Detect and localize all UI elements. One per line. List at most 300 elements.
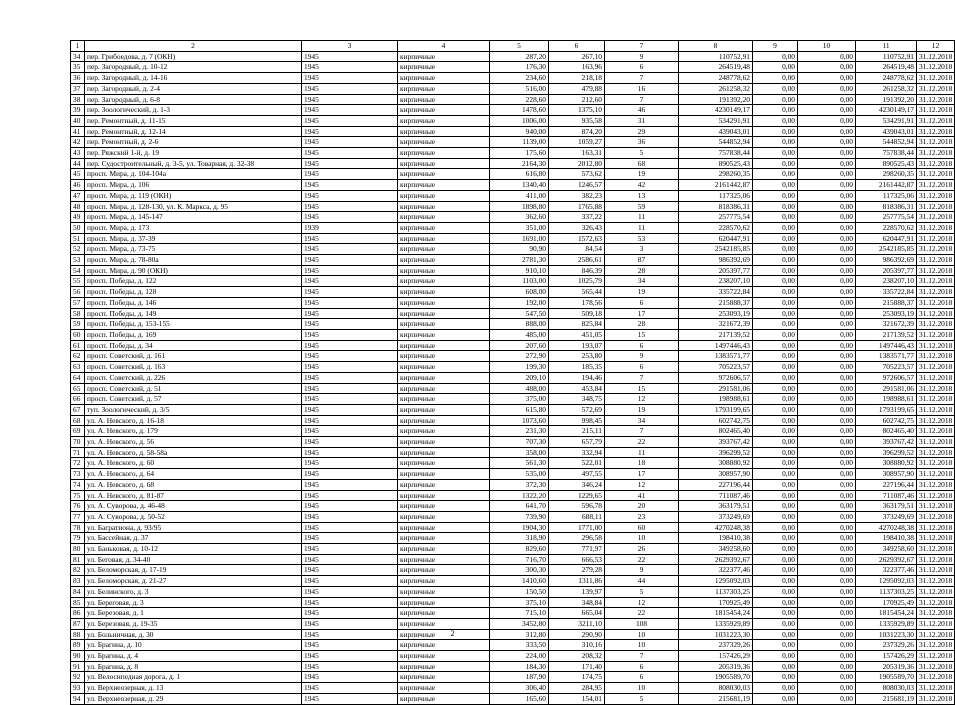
- total-area: 910,10: [490, 265, 549, 276]
- row-number: 68: [71, 415, 85, 426]
- residents-count: 19: [605, 169, 679, 180]
- date: 31.12.2018: [917, 201, 955, 212]
- value-col-9: 0,00: [753, 94, 798, 105]
- table-row: [71, 73, 955, 84]
- year-built: 1945: [302, 51, 398, 62]
- date: 31.12.2018: [917, 351, 955, 362]
- date: 31.12.2018: [917, 255, 955, 266]
- table-row: [71, 394, 955, 405]
- wall-material: кирпичные: [398, 190, 490, 201]
- residents-count: 16: [605, 83, 679, 94]
- date: 31.12.2018: [917, 394, 955, 405]
- value-col-9: 0,00: [753, 190, 798, 201]
- year-built: 1945: [302, 158, 398, 169]
- residents-count: 7: [605, 94, 679, 105]
- date: 31.12.2018: [917, 458, 955, 469]
- value-col-10: 0,00: [798, 479, 856, 490]
- year-built: 1945: [302, 265, 398, 276]
- residents-count: 29: [605, 126, 679, 137]
- year-built: 1945: [302, 233, 398, 244]
- total-value: 1497446,43: [856, 340, 917, 351]
- total-area: 1073,60: [490, 415, 549, 426]
- residents-count: 7: [605, 426, 679, 437]
- value-col-9: 0,00: [753, 126, 798, 137]
- year-built: 1945: [302, 62, 398, 73]
- row-number: 91: [71, 661, 85, 672]
- row-number: 65: [71, 383, 85, 394]
- address: пер. Ремонтный, д. 11-15: [85, 115, 302, 126]
- total-value: 1295092,03: [856, 576, 917, 587]
- table-row: [71, 661, 955, 672]
- cost-value: 264519,48: [679, 62, 753, 73]
- value-col-10: 0,00: [798, 469, 856, 480]
- date: 31.12.2018: [917, 447, 955, 458]
- address: ул. Белинского, д. 3: [85, 586, 302, 597]
- column-number: 11: [856, 41, 917, 52]
- address: ул. Велосипедная дорога, д. 1: [85, 672, 302, 683]
- year-built: 1945: [302, 608, 398, 619]
- address: просп. Советский, д. 51: [85, 383, 302, 394]
- residents-count: 5: [605, 586, 679, 597]
- year-built: 1945: [302, 276, 398, 287]
- cost-value: 248778,62: [679, 73, 753, 84]
- total-area: 176,30: [490, 62, 549, 73]
- row-number: 61: [71, 340, 85, 351]
- register-table: [70, 40, 955, 705]
- value-col-9: 0,00: [753, 148, 798, 159]
- value-col-9: 0,00: [753, 287, 798, 298]
- living-area: 208,32: [549, 651, 605, 662]
- date: 31.12.2018: [917, 501, 955, 512]
- table-row: [71, 329, 955, 340]
- value-col-10: 0,00: [798, 693, 856, 704]
- cost-value: 215681,19: [679, 693, 753, 704]
- residents-count: 17: [605, 308, 679, 319]
- table-row: [71, 94, 955, 105]
- wall-material: кирпичные: [398, 115, 490, 126]
- row-number: 85: [71, 597, 85, 608]
- value-col-9: 0,00: [753, 351, 798, 362]
- residents-count: 10: [605, 683, 679, 694]
- address: пер. Загородный, д. 14-16: [85, 73, 302, 84]
- living-area: 874,20: [549, 126, 605, 137]
- residents-count: 6: [605, 672, 679, 683]
- wall-material: кирпичные: [398, 362, 490, 373]
- date: 31.12.2018: [917, 415, 955, 426]
- year-built: 1945: [302, 447, 398, 458]
- total-value: 802465,40: [856, 426, 917, 437]
- date: 31.12.2018: [917, 73, 955, 84]
- wall-material: кирпичные: [398, 158, 490, 169]
- year-built: 1945: [302, 73, 398, 84]
- total-value: 253093,19: [856, 308, 917, 319]
- residents-count: 44: [605, 576, 679, 587]
- cost-value: 393767,42: [679, 437, 753, 448]
- value-col-9: 0,00: [753, 83, 798, 94]
- total-value: 818386,31: [856, 201, 917, 212]
- year-built: 1945: [302, 362, 398, 373]
- value-col-10: 0,00: [798, 73, 856, 84]
- living-area: 163,31: [549, 148, 605, 159]
- residents-count: 7: [605, 372, 679, 383]
- total-value: 4270248,38: [856, 522, 917, 533]
- living-area: 1229,65: [549, 490, 605, 501]
- total-value: 261258,32: [856, 83, 917, 94]
- year-built: 1945: [302, 479, 398, 490]
- value-col-9: 0,00: [753, 115, 798, 126]
- value-col-9: 0,00: [753, 640, 798, 651]
- value-col-10: 0,00: [798, 576, 856, 587]
- cost-value: 808030,03: [679, 683, 753, 694]
- row-number: 69: [71, 426, 85, 437]
- cost-value: 205397,77: [679, 265, 753, 276]
- value-col-9: 0,00: [753, 169, 798, 180]
- cost-value: 396299,52: [679, 447, 753, 458]
- wall-material: кирпичные: [398, 383, 490, 394]
- year-built: 1945: [302, 683, 398, 694]
- year-built: 1945: [302, 629, 398, 640]
- total-area: 228,60: [490, 94, 549, 105]
- year-built: 1945: [302, 190, 398, 201]
- value-col-9: 0,00: [753, 661, 798, 672]
- table-row: [71, 62, 955, 73]
- row-number: 46: [71, 180, 85, 191]
- value-col-9: 0,00: [753, 629, 798, 640]
- residents-count: 20: [605, 501, 679, 512]
- living-area: 3211,10: [549, 618, 605, 629]
- living-area: 935,58: [549, 115, 605, 126]
- cost-value: 238207,10: [679, 276, 753, 287]
- total-area: 2164,30: [490, 158, 549, 169]
- value-col-10: 0,00: [798, 222, 856, 233]
- row-number: 66: [71, 394, 85, 405]
- total-area: 184,30: [490, 661, 549, 672]
- value-col-10: 0,00: [798, 265, 856, 276]
- date: 31.12.2018: [917, 233, 955, 244]
- row-number: 77: [71, 511, 85, 522]
- value-col-10: 0,00: [798, 351, 856, 362]
- residents-count: 5: [605, 148, 679, 159]
- table-row: [71, 651, 955, 662]
- value-col-9: 0,00: [753, 372, 798, 383]
- total-area: 187,90: [490, 672, 549, 683]
- table-row: [71, 201, 955, 212]
- value-col-9: 0,00: [753, 222, 798, 233]
- total-value: 170925,49: [856, 597, 917, 608]
- total-value: 198410,38: [856, 533, 917, 544]
- date: 31.12.2018: [917, 511, 955, 522]
- date: 31.12.2018: [917, 554, 955, 565]
- wall-material: кирпичные: [398, 137, 490, 148]
- wall-material: кирпичные: [398, 490, 490, 501]
- total-value: 322377,46: [856, 565, 917, 576]
- table-row: [71, 586, 955, 597]
- address: просп. Победы, д. 34: [85, 340, 302, 351]
- table-row: [71, 276, 955, 287]
- row-number: 48: [71, 201, 85, 212]
- wall-material: кирпичные: [398, 329, 490, 340]
- wall-material: кирпичные: [398, 404, 490, 415]
- address: ул. Беговая, д. 34-40: [85, 554, 302, 565]
- row-number: 35: [71, 62, 85, 73]
- year-built: 1945: [302, 437, 398, 448]
- date: 31.12.2018: [917, 158, 955, 169]
- address: ул. Верхнеозерная, д. 29: [85, 693, 302, 704]
- table-row: [71, 490, 955, 501]
- residents-count: 42: [605, 180, 679, 191]
- total-value: 439043,01: [856, 126, 917, 137]
- row-number: 60: [71, 329, 85, 340]
- table-row: [71, 404, 955, 415]
- total-value: 1137303,25: [856, 586, 917, 597]
- living-area: 174,75: [549, 672, 605, 683]
- column-number: 6: [549, 41, 605, 52]
- value-col-9: 0,00: [753, 212, 798, 223]
- wall-material: кирпичные: [398, 672, 490, 683]
- date: 31.12.2018: [917, 522, 955, 533]
- total-value: 291581,06: [856, 383, 917, 394]
- wall-material: кирпичные: [398, 522, 490, 533]
- total-value: 321672,39: [856, 319, 917, 330]
- cost-value: 602742,75: [679, 415, 753, 426]
- living-area: 290,90: [549, 629, 605, 640]
- residents-count: 9: [605, 51, 679, 62]
- address: ул. Березовая, д. 1: [85, 608, 302, 619]
- cost-value: 1793199,65: [679, 404, 753, 415]
- cost-value: 4230149,17: [679, 105, 753, 116]
- table-row: [71, 426, 955, 437]
- total-area: 351,00: [490, 222, 549, 233]
- row-number: 51: [71, 233, 85, 244]
- residents-count: 5: [605, 693, 679, 704]
- total-value: 1383571,77: [856, 351, 917, 362]
- total-value: 205397,77: [856, 265, 917, 276]
- total-value: 705223,57: [856, 362, 917, 373]
- residents-count: 28: [605, 265, 679, 276]
- wall-material: кирпичные: [398, 244, 490, 255]
- cost-value: 4270248,38: [679, 522, 753, 533]
- residents-count: 19: [605, 287, 679, 298]
- year-built: 1945: [302, 115, 398, 126]
- total-value: 205319,36: [856, 661, 917, 672]
- date: 31.12.2018: [917, 608, 955, 619]
- value-col-10: 0,00: [798, 169, 856, 180]
- living-area: 825,84: [549, 319, 605, 330]
- total-area: 561,30: [490, 458, 549, 469]
- row-number: 53: [71, 255, 85, 266]
- row-number: 44: [71, 158, 85, 169]
- living-area: 657,79: [549, 437, 605, 448]
- cost-value: 620447,91: [679, 233, 753, 244]
- row-number: 59: [71, 319, 85, 330]
- value-col-10: 0,00: [798, 372, 856, 383]
- living-area: 666,53: [549, 554, 605, 565]
- row-number: 94: [71, 693, 85, 704]
- residents-count: 87: [605, 255, 679, 266]
- table-row: [71, 340, 955, 351]
- value-col-9: 0,00: [753, 319, 798, 330]
- value-col-10: 0,00: [798, 458, 856, 469]
- year-built: 1945: [302, 308, 398, 319]
- table-row: [71, 383, 955, 394]
- wall-material: кирпичные: [398, 629, 490, 640]
- value-col-10: 0,00: [798, 618, 856, 629]
- year-built: 1945: [302, 522, 398, 533]
- cost-value: 1137303,25: [679, 586, 753, 597]
- residents-count: 9: [605, 565, 679, 576]
- value-col-10: 0,00: [798, 126, 856, 137]
- value-col-9: 0,00: [753, 394, 798, 405]
- residents-count: 9: [605, 351, 679, 362]
- value-col-10: 0,00: [798, 447, 856, 458]
- year-built: 1945: [302, 533, 398, 544]
- row-number: 83: [71, 576, 85, 587]
- date: 31.12.2018: [917, 533, 955, 544]
- total-area: 375,00: [490, 394, 549, 405]
- total-area: 716,70: [490, 554, 549, 565]
- living-area: 451,05: [549, 329, 605, 340]
- living-area: 2012,80: [549, 158, 605, 169]
- date: 31.12.2018: [917, 244, 955, 255]
- residents-count: 17: [605, 469, 679, 480]
- table-row: [71, 287, 955, 298]
- row-number: 39: [71, 105, 85, 116]
- year-built: 1945: [302, 180, 398, 191]
- living-area: 215,11: [549, 426, 605, 437]
- table-row: [71, 372, 955, 383]
- value-col-10: 0,00: [798, 522, 856, 533]
- wall-material: кирпичные: [398, 437, 490, 448]
- residents-count: 34: [605, 415, 679, 426]
- address: просп. Победы, д. 153-155: [85, 319, 302, 330]
- value-col-10: 0,00: [798, 319, 856, 330]
- row-number: 90: [71, 651, 85, 662]
- table-row: [71, 597, 955, 608]
- year-built: 1945: [302, 94, 398, 105]
- value-col-10: 0,00: [798, 640, 856, 651]
- address: пер. Грибоедова, д. 7 (ОКН): [85, 51, 302, 62]
- value-col-10: 0,00: [798, 586, 856, 597]
- value-col-10: 0,00: [798, 148, 856, 159]
- value-col-9: 0,00: [753, 137, 798, 148]
- year-built: 1945: [302, 618, 398, 629]
- table-row: [71, 693, 955, 704]
- value-col-9: 0,00: [753, 437, 798, 448]
- living-area: 2586,61: [549, 255, 605, 266]
- living-area: 218,18: [549, 73, 605, 84]
- year-built: 1945: [302, 415, 398, 426]
- row-number: 42: [71, 137, 85, 148]
- date: 31.12.2018: [917, 618, 955, 629]
- row-number: 81: [71, 554, 85, 565]
- address: ул. Березовая, д. 19-35: [85, 618, 302, 629]
- address: ул. Брагина, д. 4: [85, 651, 302, 662]
- total-area: 641,70: [490, 501, 549, 512]
- total-area: 739,90: [490, 511, 549, 522]
- date: 31.12.2018: [917, 576, 955, 587]
- total-area: 1139,00: [490, 137, 549, 148]
- date: 31.12.2018: [917, 222, 955, 233]
- date: 31.12.2018: [917, 105, 955, 116]
- cost-value: 170925,49: [679, 597, 753, 608]
- residents-count: 22: [605, 437, 679, 448]
- row-number: 71: [71, 447, 85, 458]
- year-built: 1945: [302, 169, 398, 180]
- row-number: 40: [71, 115, 85, 126]
- address: ул. А. Невского, д. 56: [85, 437, 302, 448]
- row-number: 88: [71, 629, 85, 640]
- residents-count: 18: [605, 458, 679, 469]
- wall-material: кирпичные: [398, 212, 490, 223]
- living-area: 193,07: [549, 340, 605, 351]
- table-row: [71, 447, 955, 458]
- row-number: 34: [71, 51, 85, 62]
- residents-count: 10: [605, 640, 679, 651]
- row-number: 82: [71, 565, 85, 576]
- row-number: 49: [71, 212, 85, 223]
- living-area: 522,01: [549, 458, 605, 469]
- total-value: 711087,46: [856, 490, 917, 501]
- year-built: 1945: [302, 212, 398, 223]
- total-area: 224,00: [490, 651, 549, 662]
- total-value: 620447,91: [856, 233, 917, 244]
- residents-count: 59: [605, 201, 679, 212]
- row-number: 54: [71, 265, 85, 276]
- address: пер. Судостроительный, д. 3-5, ул. Товарная, д. 32-38: [85, 158, 302, 169]
- total-area: 1478,60: [490, 105, 549, 116]
- total-value: 534291,91: [856, 115, 917, 126]
- total-value: 215888,37: [856, 297, 917, 308]
- column-number: 1: [71, 41, 85, 52]
- date: 31.12.2018: [917, 544, 955, 555]
- address: ул. А. Невского, д. 60: [85, 458, 302, 469]
- total-value: 237329,26: [856, 640, 917, 651]
- value-col-9: 0,00: [753, 51, 798, 62]
- date: 31.12.2018: [917, 383, 955, 394]
- year-built: 1945: [302, 126, 398, 137]
- address: просп. Мира, д. 106: [85, 180, 302, 191]
- date: 31.12.2018: [917, 148, 955, 159]
- living-area: 284,95: [549, 683, 605, 694]
- address: пер. Ряжский 1-й, д. 19: [85, 148, 302, 159]
- wall-material: кирпичные: [398, 201, 490, 212]
- total-area: 1340,40: [490, 180, 549, 191]
- table-row: [71, 308, 955, 319]
- total-value: 1905589,70: [856, 672, 917, 683]
- cost-value: 2161442,87: [679, 180, 753, 191]
- date: 31.12.2018: [917, 661, 955, 672]
- address: ул. А. Невского, д. 179: [85, 426, 302, 437]
- row-number: 87: [71, 618, 85, 629]
- value-col-9: 0,00: [753, 490, 798, 501]
- row-number: 74: [71, 479, 85, 490]
- wall-material: кирпичные: [398, 83, 490, 94]
- table-row: [71, 115, 955, 126]
- column-number: 5: [490, 41, 549, 52]
- value-col-9: 0,00: [753, 340, 798, 351]
- residents-count: 11: [605, 222, 679, 233]
- table-row: [71, 180, 955, 191]
- total-value: 228570,62: [856, 222, 917, 233]
- total-area: 547,50: [490, 308, 549, 319]
- row-number: 52: [71, 244, 85, 255]
- year-built: 1945: [302, 426, 398, 437]
- date: 31.12.2018: [917, 265, 955, 276]
- cost-value: 198410,38: [679, 533, 753, 544]
- residents-count: 13: [605, 190, 679, 201]
- cost-value: 205319,36: [679, 661, 753, 672]
- row-number: 57: [71, 297, 85, 308]
